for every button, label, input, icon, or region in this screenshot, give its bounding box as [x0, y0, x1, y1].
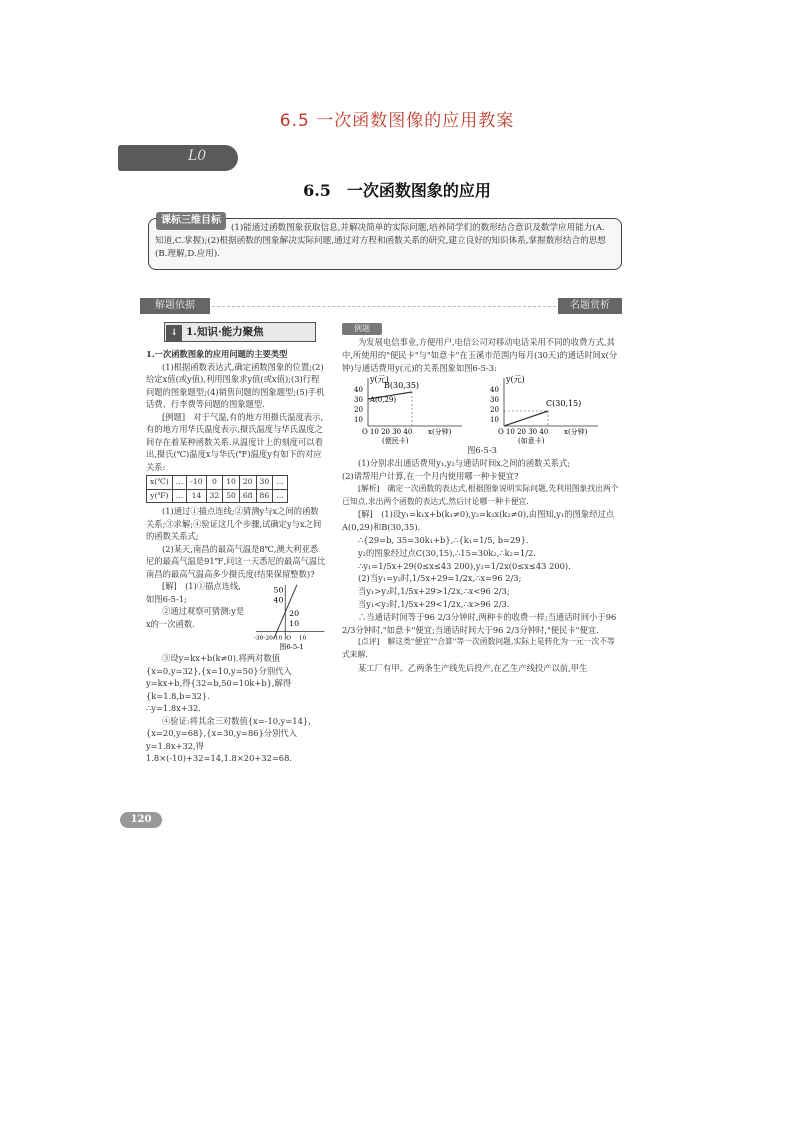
figure-caption: 图6-5-3 [467, 445, 497, 456]
fig-tick: 40 [273, 595, 284, 605]
fig-tick: 50 [273, 585, 284, 595]
solution-step-6: 当y₁>y₂时,1/5x+29>1/2x,∴x<96 2/3; [358, 586, 510, 597]
table-cell: 50 [223, 489, 240, 503]
y-tick: 10 [490, 416, 499, 425]
point-b: B(30,35) [384, 381, 420, 391]
table-row [147, 476, 288, 490]
y-tick: 30 [354, 396, 363, 405]
y-tick: 40 [354, 386, 363, 395]
table-cell: -10 [187, 476, 206, 490]
problem-intro: 为发展电信事业,方便用户,电信公司对移动电话采用不同的收费方式,其中,所使用的"便民卡"与"如意卡"在玉溪市范围内每月(30天)的通话时间x(分钟)与通话费用y(元)的关系图象如图6-5-3: [342, 337, 618, 373]
solution-step-1: [解] (1)①描点连线,如图6-5-1; [146, 581, 241, 604]
fig-tick: -30-20-10 [253, 635, 282, 642]
example-text: [例题] 对于气温,有的地方用摄氏温度表示,有的地方用华氏温度表示,摄氏温度与华氏温度之间存在着某种函数关系.从温度计上的刻度可以看出,摄氏(℃)温度x与华氏(℉)温度y有如下的对应关系: [146, 411, 324, 472]
table-cell: 20 [239, 476, 256, 490]
table-cell: 14 [187, 489, 206, 503]
solution-step-2: ∴{29=b, 35=30k₁+b},∴{k₁=1/5, b=29}. [358, 534, 529, 545]
point-a: A(0,29) [370, 396, 397, 405]
banner-mark: L0 [188, 148, 207, 164]
y-axis-label: y(元) [506, 375, 525, 385]
table-cell: 32 [206, 489, 223, 503]
right-column [342, 336, 622, 675]
y-tick: 40 [490, 386, 499, 395]
example-badge: 例题 [342, 323, 382, 335]
fig-origin: O [285, 635, 291, 642]
figure-6-5-3 [342, 374, 622, 444]
solution-step-3: ③设y=kx+b(k≠0).将两对数值{x=0,y=32},{x=10,y=50}分别代入y=kx+b,得{32=b,50=10k+b},解得{k=1.8,b=32}. [146, 653, 292, 701]
solution-text [146, 580, 248, 652]
fig-tick: 10 [298, 635, 307, 642]
left-header: 解题依据 [140, 298, 210, 314]
x-ticks: O 10 20 30 40 [362, 428, 413, 437]
question-2: (2)某天,南昌的最高气温是8℃,澳大利亚悉尼的最高气温是91℉,问这一天悉尼的最高气温比南昌的最高气温高多少摄氏度(结果保留整数)? [146, 543, 326, 579]
row-label: y(℉) [147, 489, 173, 503]
solution-step-5: (2)当y₁=y₂时,1/5x+29=1/2x,∴x=96 2/3; [358, 573, 522, 584]
table-cell: 0 [206, 476, 223, 490]
next-problem: 某工厂有甲、乙两条生产线先后投产,在乙生产线投产以前,甲生 [358, 662, 588, 673]
analysis-text: [解析] 确定一次函数的表达式,根据图象说明实际问题,先利用图象找出两个已知点,求出两个函数的表达式,然后讨论哪一种卡便宜. [342, 483, 619, 506]
chart-bianmin [352, 374, 472, 444]
solution-step-7: 当y₁<y₂时,1/5x+29<1/2x,∴x>96 2/3. [358, 598, 510, 609]
x-ticks: O 10 20 30 40 [498, 428, 549, 437]
table-cell: 68 [239, 489, 256, 503]
temperature-table [146, 475, 288, 503]
chart-label: (便民卡) [382, 437, 409, 445]
chart-label: (如意卡) [518, 437, 545, 445]
y-tick: 30 [490, 396, 499, 405]
solution-step-5: ④验证:将其余三对数值{x=-10,y=14},{x=20,y=68},{x=30,y=86}分别代入y=1.8x+32,得1.8×(-10)+32=14,1.8×20+32=68. [146, 715, 311, 763]
solution-step-4: ∴y₁=1/5x+29(0≤x≤43 200),y₂=1/2x(0≤x≤43 200). [358, 560, 571, 571]
fig-tick: 10 [288, 618, 299, 628]
knowledge-badge [164, 322, 316, 342]
left-heading: 1.一次函数图象的应用问题的主要类型 [146, 349, 288, 359]
y-axis-label: y(元) [370, 375, 389, 385]
question-1: (1)通过①描点连线;②猜测y与x之间的函数关系;③求解;④验证这几个步骤,试确定y与x之间的函数关系式; [146, 506, 322, 541]
y-tick: 20 [490, 406, 499, 415]
y-tick: 20 [354, 406, 363, 415]
chart-ruyi [488, 374, 608, 444]
row-label: x(℃) [147, 476, 173, 490]
table-cell: 10 [223, 476, 240, 490]
page-title: 6.5 一次函数图像的应用教案 [279, 111, 515, 131]
chapter-banner [118, 145, 238, 171]
down-arrow-icon: ↓ [166, 325, 182, 341]
types-list: (1)根据函数表达式,确定函数图象的位置;(2)给定x值(或y值),利用图象求y值(或x值);(3)行程问题的图象题型;(4)销售问题的图象题型;(5)手机话费、行李费等问题的图象题型. [146, 361, 325, 409]
comment-text: [点评] 解这类"便宜""合算"等一次函数问题,实际上是转化为一元一次不等式来解. [342, 637, 615, 660]
x-axis-label: x(分钟) [428, 428, 452, 437]
fig-caption: 图6-5-1 [279, 643, 304, 652]
point-c: C(30,15) [546, 399, 582, 409]
solution-with-figure [146, 580, 326, 652]
table-cell: 86 [256, 489, 273, 503]
solution-step-4: ∴y=1.8x+32. [146, 703, 201, 713]
solution-conclusion: ∴当通话时间等于96 2/3分钟时,两种卡的收费一样;当通话时间小于96 2/3分钟时,"如意卡"便宜;当通话时间大于96 2/3分钟时,"便民卡"便宜. [342, 611, 617, 635]
figure-6-5-1 [252, 580, 326, 652]
table-row [147, 489, 288, 503]
solution-step-3: y₂的图象经过点C(30,15),∴15=30k₂,∴k₂=1/2. [358, 547, 536, 558]
table-cell: … [172, 476, 187, 490]
solution-step-2: ②通过观察可猜测:y是x的一次函数. [146, 606, 245, 629]
solution-step-1: [解] (1)设y₁=k₁x+b(k₁≠0),y₂=k₂x(k₂≠0),由图知,y₁的图象经过点A(0,29)和B(30,35). [342, 509, 615, 533]
question-2: (2)请帮用户计算,在一个月内使用哪一种卡便宜? [342, 470, 519, 481]
x-axis-label: x(分钟) [564, 428, 588, 437]
fig-tick: 20 [288, 609, 299, 618]
knowledge-label: 1.知识·能力聚焦 [186, 326, 264, 338]
table-cell: … [172, 489, 187, 503]
page-number: 120 [120, 812, 162, 828]
table-cell: 30 [256, 476, 273, 490]
right-header: 名题赏析 [558, 298, 622, 314]
table-cell: … [273, 476, 288, 490]
y-tick: 10 [354, 416, 363, 425]
header-divider [212, 306, 556, 307]
question-1: (1)分别求出通话费用y₁,y₂与通话时间x之间的函数关系式; [358, 458, 571, 469]
goal-text: (1)能通过函数图象获取信息,并解决简单的实际问题,培养同学们的数形结合意识及数学应用能力(A.知道,C.掌握);(2)根据函数的图象解决实际问题,通过对方程和函数关系的研究,建立良好的知识体系,掌握数形结合的思想(B.理解,D.应用). [155, 223, 606, 259]
table-cell: … [273, 489, 288, 503]
goal-badge: 课标三维目标 [156, 212, 226, 230]
left-column [146, 348, 326, 765]
section-title: 6.5 一次函数图象的应用 [303, 181, 491, 200]
